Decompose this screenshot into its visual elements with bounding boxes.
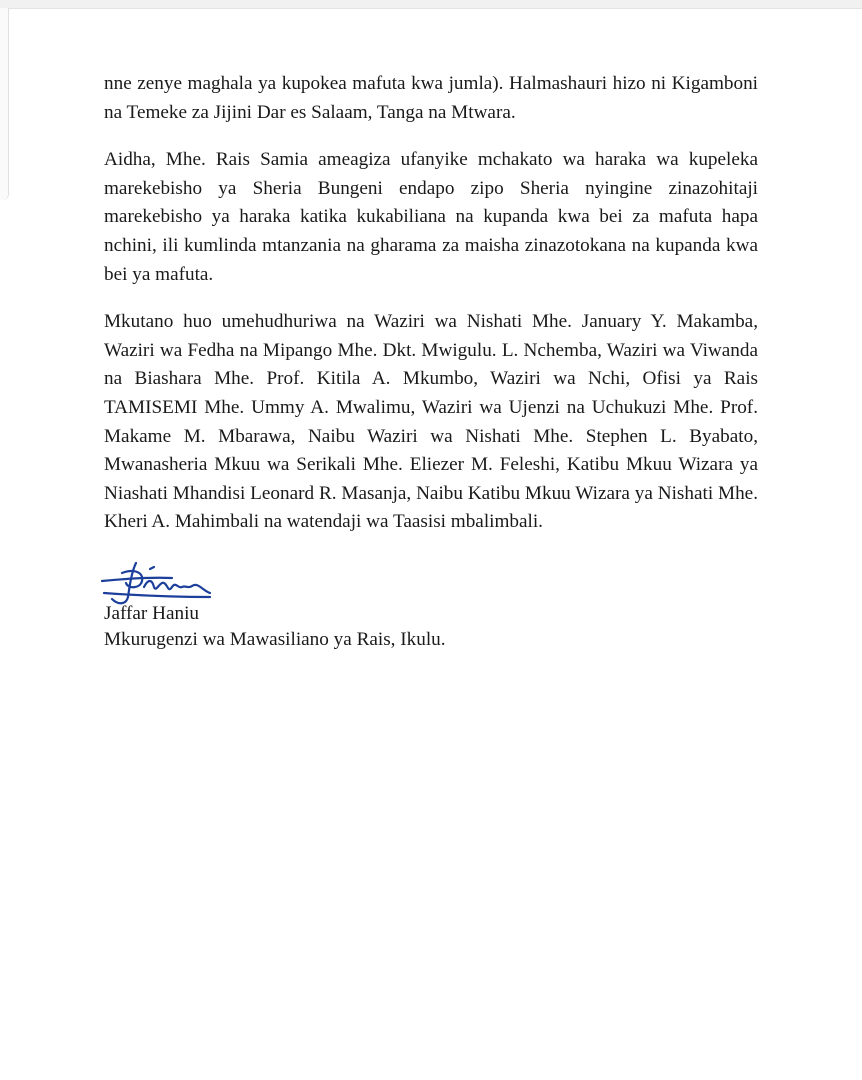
previous-page-edge (0, 8, 9, 200)
signatory-name: Jaffar Haniu (104, 602, 200, 624)
paragraph-halmashauri: nne zenye maghala ya kupokea mafuta kwa jumla). Halmashauri hizo ni Kigamboni na Temeke za Jijini Dar es Salaam, Tanga na Mtwara. (104, 73, 758, 123)
signature-block (104, 559, 758, 653)
signatory-title: Mkurugenzi wa Mawasiliano ya Rais, Ikulu. (104, 628, 446, 650)
viewer-top-strip (0, 0, 862, 9)
document-body (104, 70, 758, 653)
paragraph-rais-directive: Aidha, Mhe. Rais Samia ameagiza ufanyike mchakato wa haraka wa kupeleka marekebisho ya Sheria Bungeni endapo zipo Sheria nyingine zinazohitaji marekebisho ya haraka katika kukabiliana na kupanda kwa bei za mafuta hapa nchini, ili kumlinda mtanzania na gharama za maisha zinazotokana na kupanda kwa bei ya mafuta. (104, 149, 758, 285)
paragraph-attendees: Mkutano huo umehudhuriwa na Waziri wa Nishati Mhe. January Y. Makamba, Waziri wa Fedha na Mipango Mhe. Dkt. Mwigulu. L. Nchemba, Waziri wa Viwanda na Biashara Mhe. Prof. Kitila A. Mkumbo, Waziri wa Nchi, Ofisi ya Rais TAMISEMI Mhe. Ummy A. Mwalimu, Waziri wa Ujenzi na Uchukuzi Mhe. Prof. Makame M. Mbarawa, Naibu Waziri wa Nishati Mhe. Stephen L. Byabato, Mwanasheria Mkuu wa Serikali Mhe. Eliezer M. Feleshi, Katibu Mkuu Wizara ya Niashati Mhandisi Leonard R. Masanja, Naibu Katibu Mkuu Wizara ya Nishati Mhe. Kheri A. Mahimbali na watendaji wa Taasisi mbalimbali. (104, 311, 758, 533)
